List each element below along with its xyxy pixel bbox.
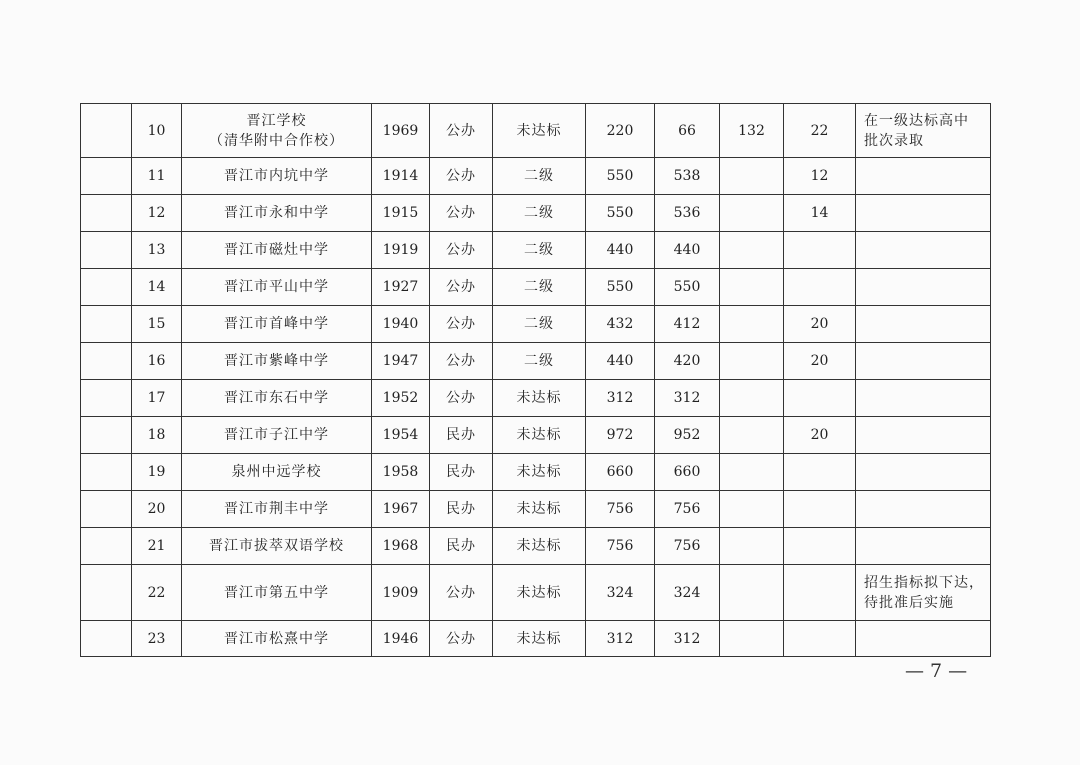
school-name-cell (182, 343, 372, 380)
school-type-cell: 民办 (430, 491, 493, 528)
quota-c-cell (784, 380, 856, 417)
quota-b-cell (720, 454, 784, 491)
remark-cell-line: 待批准后实施 (864, 594, 954, 611)
quota-total-cell: 440 (586, 343, 655, 380)
remark-cell (856, 417, 991, 454)
rating-level-cell: 二级 (493, 343, 586, 380)
row-number-cell: 20 (132, 491, 182, 528)
quota-b-cell (720, 343, 784, 380)
blank-cell (81, 491, 132, 528)
quota-a-cell: 756 (655, 528, 720, 565)
remark-cell-line: 在一级达标高中 (864, 112, 969, 129)
quota-c-cell (784, 454, 856, 491)
quota-c-cell (784, 269, 856, 306)
school-name-cell (182, 306, 372, 343)
quota-total-cell: 972 (586, 417, 655, 454)
school-name-cell-line: 晋江市磁灶中学 (224, 242, 329, 258)
blank-cell (81, 621, 132, 657)
founded-year-cell: 1954 (372, 417, 430, 454)
school-name-cell-line: 晋江市永和中学 (224, 205, 329, 221)
table-row (81, 104, 991, 158)
quota-total-cell: 440 (586, 232, 655, 269)
quota-c-cell: 20 (784, 417, 856, 454)
remark-cell (856, 195, 991, 232)
row-number-cell: 13 (132, 232, 182, 269)
quota-a-cell: 312 (655, 621, 720, 657)
school-type-cell: 公办 (430, 380, 493, 417)
quota-c-cell: 20 (784, 343, 856, 380)
founded-year-cell: 1940 (372, 306, 430, 343)
school-enrollment-table (80, 103, 991, 657)
school-type-cell: 公办 (430, 565, 493, 621)
quota-a-cell: 756 (655, 491, 720, 528)
school-name-cell-line: 晋江市内坑中学 (224, 168, 329, 184)
founded-year-cell: 1968 (372, 528, 430, 565)
school-name-cell-line: 晋江市松熹中学 (224, 630, 329, 647)
quota-total-cell: 550 (586, 195, 655, 232)
page-number: — 7 — (905, 660, 968, 682)
table-row (81, 621, 991, 657)
row-number-cell: 10 (132, 104, 182, 158)
quota-b-cell (720, 417, 784, 454)
table-row (81, 454, 991, 491)
blank-cell (81, 104, 132, 158)
school-name-cell (182, 565, 372, 621)
quota-a-cell: 324 (655, 565, 720, 621)
quota-a-cell: 66 (655, 104, 720, 158)
table-row (81, 343, 991, 380)
school-name-cell (182, 621, 372, 657)
quota-c-cell: 20 (784, 306, 856, 343)
table-row (81, 380, 991, 417)
rating-level-cell: 二级 (493, 158, 586, 195)
blank-cell (81, 232, 132, 269)
quota-b-cell: 132 (720, 104, 784, 158)
quota-b-cell (720, 306, 784, 343)
table-row (81, 158, 991, 195)
rating-level-cell: 未达标 (493, 417, 586, 454)
founded-year-cell: 1947 (372, 343, 430, 380)
rating-level-cell: 二级 (493, 195, 586, 232)
quota-b-cell (720, 565, 784, 621)
row-number-cell: 21 (132, 528, 182, 565)
school-name-cell-line: 晋江市首峰中学 (224, 316, 329, 332)
row-number-cell: 17 (132, 380, 182, 417)
remark-cell (856, 491, 991, 528)
quota-b-cell (720, 491, 784, 528)
row-number-cell: 14 (132, 269, 182, 306)
blank-cell (81, 454, 132, 491)
quota-a-cell: 538 (655, 158, 720, 195)
school-name-cell-line: 晋江市第五中学 (224, 584, 329, 601)
quota-total-cell: 312 (586, 380, 655, 417)
quota-a-cell: 420 (655, 343, 720, 380)
blank-cell (81, 417, 132, 454)
row-number-cell: 15 (132, 306, 182, 343)
row-number-cell: 23 (132, 621, 182, 657)
blank-cell (81, 565, 132, 621)
founded-year-cell: 1927 (372, 269, 430, 306)
school-type-cell: 民办 (430, 454, 493, 491)
quota-total-cell: 550 (586, 158, 655, 195)
remark-cell (856, 621, 991, 657)
blank-cell (81, 343, 132, 380)
quota-b-cell (720, 621, 784, 657)
school-name-cell (182, 380, 372, 417)
quota-c-cell: 14 (784, 195, 856, 232)
school-type-cell: 公办 (430, 269, 493, 306)
rating-level-cell: 未达标 (493, 104, 586, 158)
remark-cell (856, 306, 991, 343)
table-row (81, 565, 991, 621)
school-name-cell-line: 晋江市紫峰中学 (224, 353, 329, 369)
school-type-cell: 公办 (430, 158, 493, 195)
school-name-cell-line: （清华附中合作校） (209, 132, 344, 149)
row-number-cell: 11 (132, 158, 182, 195)
quota-total-cell: 660 (586, 454, 655, 491)
remark-cell (856, 565, 991, 621)
school-type-cell: 公办 (430, 195, 493, 232)
quota-c-cell: 12 (784, 158, 856, 195)
quota-total-cell: 756 (586, 491, 655, 528)
table-row (81, 491, 991, 528)
founded-year-cell: 1967 (372, 491, 430, 528)
school-type-cell: 民办 (430, 528, 493, 565)
rating-level-cell: 未达标 (493, 528, 586, 565)
founded-year-cell: 1915 (372, 195, 430, 232)
row-number-cell: 18 (132, 417, 182, 454)
quota-c-cell (784, 232, 856, 269)
school-type-cell: 公办 (430, 621, 493, 657)
quota-b-cell (720, 528, 784, 565)
quota-a-cell: 412 (655, 306, 720, 343)
school-name-cell-line: 晋江市子江中学 (224, 427, 329, 443)
remark-cell (856, 343, 991, 380)
quota-b-cell (720, 195, 784, 232)
school-name-cell (182, 417, 372, 454)
quota-c-cell (784, 565, 856, 621)
school-name-cell (182, 195, 372, 232)
rating-level-cell: 未达标 (493, 621, 586, 657)
remark-cell-line: 批次录取 (864, 132, 924, 149)
row-number-cell: 19 (132, 454, 182, 491)
quota-total-cell: 432 (586, 306, 655, 343)
school-name-cell (182, 158, 372, 195)
row-number-cell: 22 (132, 565, 182, 621)
school-type-cell: 民办 (430, 417, 493, 454)
blank-cell (81, 528, 132, 565)
school-name-cell-line: 晋江市东石中学 (224, 390, 329, 406)
remark-cell (856, 380, 991, 417)
quota-b-cell (720, 269, 784, 306)
rating-level-cell: 未达标 (493, 454, 586, 491)
school-name-cell (182, 454, 372, 491)
table-row (81, 306, 991, 343)
school-name-cell (182, 528, 372, 565)
quota-a-cell: 440 (655, 232, 720, 269)
remark-cell (856, 104, 991, 158)
quota-total-cell: 756 (586, 528, 655, 565)
founded-year-cell: 1919 (372, 232, 430, 269)
school-name-cell-line: 晋江学校 (246, 112, 307, 129)
founded-year-cell: 1952 (372, 380, 430, 417)
quota-total-cell: 312 (586, 621, 655, 657)
school-name-cell (182, 232, 372, 269)
blank-cell (81, 306, 132, 343)
school-name-cell (182, 104, 372, 158)
remark-cell (856, 454, 991, 491)
blank-cell (81, 380, 132, 417)
table-row (81, 195, 991, 232)
quota-a-cell: 312 (655, 380, 720, 417)
school-name-cell-line: 晋江市平山中学 (224, 279, 329, 295)
founded-year-cell: 1958 (372, 454, 430, 491)
quota-b-cell (720, 232, 784, 269)
quota-a-cell: 536 (655, 195, 720, 232)
quota-a-cell: 952 (655, 417, 720, 454)
row-number-cell: 16 (132, 343, 182, 380)
founded-year-cell: 1909 (372, 565, 430, 621)
rating-level-cell: 二级 (493, 269, 586, 306)
blank-cell (81, 269, 132, 306)
quota-b-cell (720, 380, 784, 417)
quota-c-cell (784, 491, 856, 528)
rating-level-cell: 未达标 (493, 565, 586, 621)
remark-cell-line: 招生指标拟下达， (864, 574, 984, 591)
school-type-cell: 公办 (430, 343, 493, 380)
quota-c-cell: 22 (784, 104, 856, 158)
founded-year-cell: 1969 (372, 104, 430, 158)
remark-cell (856, 269, 991, 306)
quota-total-cell: 220 (586, 104, 655, 158)
school-name-cell (182, 269, 372, 306)
school-type-cell: 公办 (430, 104, 493, 158)
remark-cell (856, 528, 991, 565)
quota-b-cell (720, 158, 784, 195)
remark-cell (856, 158, 991, 195)
rating-level-cell: 未达标 (493, 380, 586, 417)
school-type-cell: 公办 (430, 306, 493, 343)
school-name-cell (182, 491, 372, 528)
row-number-cell: 12 (132, 195, 182, 232)
table-row (81, 269, 991, 306)
quota-c-cell (784, 528, 856, 565)
quota-total-cell: 550 (586, 269, 655, 306)
remark-cell (856, 232, 991, 269)
school-name-cell-line: 晋江市拔萃双语学校 (209, 538, 344, 554)
quota-a-cell: 660 (655, 454, 720, 491)
table-row (81, 417, 991, 454)
quota-total-cell: 324 (586, 565, 655, 621)
school-name-cell-line: 泉州中远学校 (231, 464, 322, 480)
school-name-cell-line: 晋江市荆丰中学 (224, 501, 329, 517)
rating-level-cell: 未达标 (493, 491, 586, 528)
table-row (81, 528, 991, 565)
table-row (81, 232, 991, 269)
quota-c-cell (784, 621, 856, 657)
quota-a-cell: 550 (655, 269, 720, 306)
blank-cell (81, 195, 132, 232)
founded-year-cell: 1946 (372, 621, 430, 657)
rating-level-cell: 二级 (493, 306, 586, 343)
founded-year-cell: 1914 (372, 158, 430, 195)
school-type-cell: 公办 (430, 232, 493, 269)
rating-level-cell: 二级 (493, 232, 586, 269)
blank-cell (81, 158, 132, 195)
